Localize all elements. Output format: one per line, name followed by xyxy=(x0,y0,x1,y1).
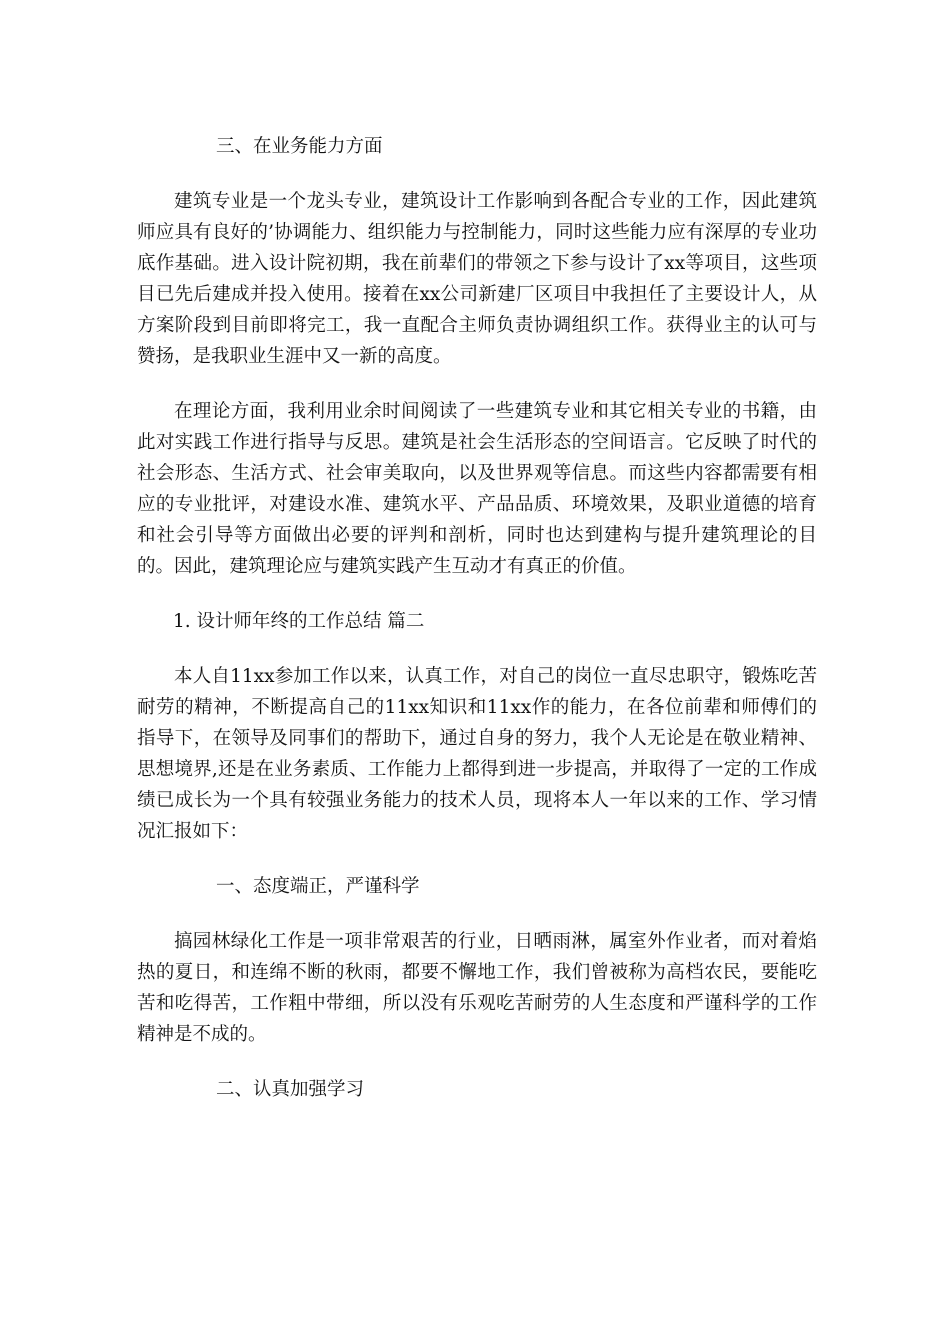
section-heading-study: 二、认真加强学习 xyxy=(216,1079,365,1100)
section-heading-attitude: 一、态度端正，严谨科学 xyxy=(216,876,420,897)
section-title-part-two: 1. 设计师年终的工作总结 篇二 xyxy=(173,611,425,632)
paragraph-architecture-profession: 建筑专业是一个龙头专业，建筑设计工作影响到各配合专业的工作，因此建筑师应具有良好的’协调能力、组织能力与控制能力，同时这些能力应有深厚的专业功底作基础。进入设计院初期，我在前辈们的带领之下参与设计了xx等项目，这些项目已先后建成并投入使用。接着在xx公司新建厂区项目中我担任了主要设计人，从方案阶段到目前即将完工，我一直配合主师负责协调组织工作。获得业主的认可与赞扬，是我职业生涯中又一新的高度。 xyxy=(137,191,817,367)
paragraph-introduction: 本人自11xx参加工作以来，认真工作，对自己的岗位一直尽忠职守，锻炼吃苦耐劳的精神，不断提高自己的11xx知识和11xx作的能力，在各位前辈和师傅们的指导下，在领导及同事们的帮助下，通过自身的努力，我个人无论是在敬业精神、思想境界,还是在业务素质、工作能力上都得到进一步提高，并取得了一定的工作成绩已成长为一个具有较强业务能力的技术人员，现将本人一年以来的工作、学习情况汇报如下： xyxy=(137,666,817,842)
section-heading-business-ability: 三、在业务能力方面 xyxy=(216,136,383,157)
document-body xyxy=(137,131,817,1129)
paragraph-landscaping-work: 搞园林绿化工作是一项非常艰苦的行业，日晒雨淋，属室外作业者，而对着焰热的夏日，和连绵不断的秋雨，都要不懈地工作，我们曾被称为高档农民，要能吃苦和吃得苦，工作粗中带细，所以没有乐观吃苦耐劳的人生态度和严谨科学的工作精神是不成的。 xyxy=(137,931,817,1045)
paragraph-theory: 在理论方面，我利用业余时间阅读了一些建筑专业和其它相关专业的书籍，由此对实践工作进行指导与反思。建筑是社会生活形态的空间语言。它反映了时代的社会形态、生活方式、社会审美取向，以及世界观等信息。而这些内容都需要有相应的专业批评，对建设水准、建筑水平、产品品质、环境效果，及职业道德的培育和社会引导等方面做出必要的评判和剖析，同时也达到建构与提升建筑理论的目的。因此，建筑理论应与建筑实践产生互动才有真正的价值。 xyxy=(137,401,817,577)
